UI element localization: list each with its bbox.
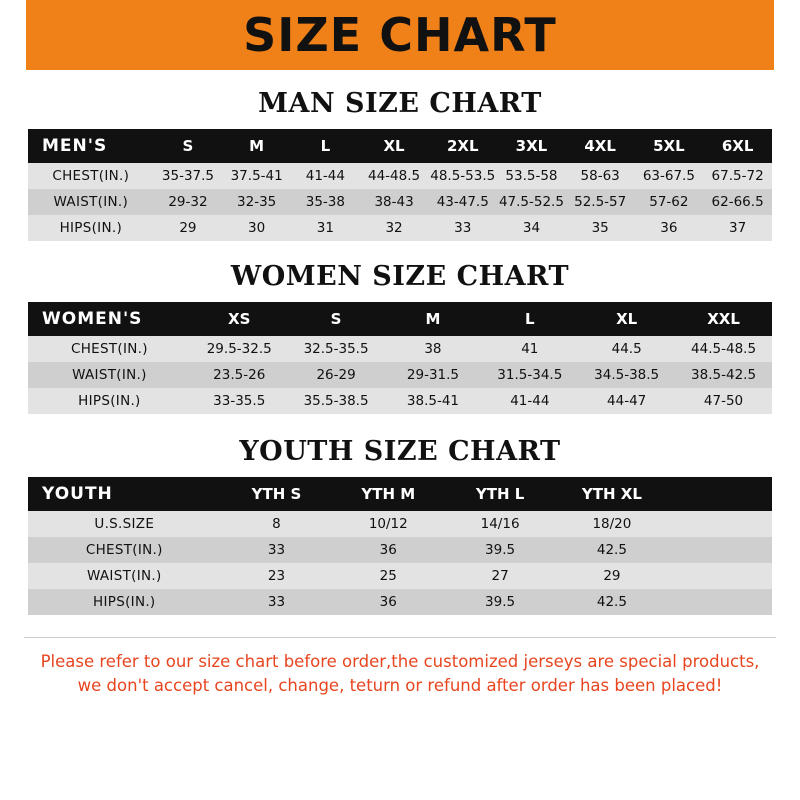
table-row bbox=[28, 215, 772, 241]
man-row-label: HIPS(IN.) bbox=[59, 220, 123, 236]
man-cell: 43-47.5 bbox=[436, 194, 489, 210]
table-row bbox=[28, 362, 772, 388]
man-cell: 63-67.5 bbox=[642, 168, 695, 184]
youth-cell: 18/20 bbox=[592, 516, 632, 532]
women-cell: 44-47 bbox=[607, 393, 647, 409]
man-cell: 58-63 bbox=[580, 168, 620, 184]
table-row bbox=[28, 589, 772, 615]
man-table-body bbox=[28, 163, 772, 241]
women-cell: 31.5-34.5 bbox=[497, 367, 563, 383]
table-row bbox=[28, 511, 772, 537]
women-cell: 38.5-41 bbox=[406, 393, 459, 409]
man-row-label: CHEST(IN.) bbox=[52, 168, 130, 184]
man-cell: 37.5-41 bbox=[230, 168, 283, 184]
table-row bbox=[28, 163, 772, 189]
youth-cell-spacer bbox=[668, 589, 772, 615]
man-cell: 33 bbox=[454, 220, 472, 236]
women-cell: 34.5-38.5 bbox=[594, 367, 660, 383]
youth-cell: 42.5 bbox=[596, 542, 627, 558]
women-cell: 47-50 bbox=[703, 393, 744, 409]
youth-row-label: U.S.SIZE bbox=[94, 516, 155, 532]
man-cell: 32-35 bbox=[237, 194, 277, 210]
man-cell: 36 bbox=[660, 220, 678, 236]
table-row bbox=[28, 388, 772, 414]
women-col-header: XS bbox=[228, 310, 251, 328]
youth-cell-spacer bbox=[668, 563, 772, 589]
youth-cell: 36 bbox=[379, 542, 397, 558]
youth-row-label: HIPS(IN.) bbox=[93, 594, 156, 610]
youth-cell-spacer bbox=[668, 537, 772, 563]
youth-col-header: YTH M bbox=[361, 485, 416, 503]
youth-header-row bbox=[28, 477, 772, 511]
page-title: SIZE CHART bbox=[243, 8, 557, 62]
man-cell: 48.5-53.5 bbox=[430, 168, 496, 184]
youth-col-header: YTH L bbox=[475, 485, 525, 503]
women-row-label: CHEST(IN.) bbox=[70, 341, 148, 357]
women-header-row bbox=[28, 302, 772, 336]
man-table-head bbox=[28, 129, 772, 163]
man-cell: 67.5-72 bbox=[711, 168, 764, 184]
header-band bbox=[0, 0, 800, 70]
man-cell: 57-62 bbox=[649, 194, 689, 210]
youth-cell: 42.5 bbox=[596, 594, 627, 610]
man-col-header: M bbox=[249, 137, 265, 155]
man-cell: 44-48.5 bbox=[368, 168, 421, 184]
women-col-header: M bbox=[425, 310, 441, 328]
header-band-right-margin bbox=[774, 0, 800, 70]
youth-cell: 23 bbox=[267, 568, 286, 584]
man-col-header: 5XL bbox=[653, 137, 685, 155]
women-size-table bbox=[28, 302, 772, 414]
man-cell: 35 bbox=[591, 220, 609, 236]
women-cell: 41-44 bbox=[510, 393, 550, 409]
man-cell: 35-37.5 bbox=[161, 168, 214, 184]
women-cell: 32.5-35.5 bbox=[303, 341, 369, 357]
youth-cell-spacer bbox=[668, 511, 772, 537]
youth-cell: 10/12 bbox=[368, 516, 408, 532]
man-cell: 31 bbox=[316, 220, 334, 236]
man-col-header: 3XL bbox=[515, 137, 548, 155]
women-col-header: XL bbox=[616, 310, 638, 328]
women-col-header: S bbox=[330, 310, 342, 328]
youth-table-body bbox=[28, 511, 772, 615]
youth-cell: 33 bbox=[267, 542, 286, 558]
youth-table-head bbox=[28, 477, 772, 511]
footer-note-line-1: Please refer to our size chart before order,the customized jerseys are special products, bbox=[40, 652, 760, 671]
footer-note-line-2: we don't accept cancel, change, teturn or refund after order has been placed! bbox=[77, 675, 723, 695]
footer-note bbox=[24, 637, 776, 698]
women-table-body bbox=[28, 336, 772, 414]
man-section-title: MAN SIZE CHART bbox=[258, 88, 542, 119]
women-cell: 33-35.5 bbox=[213, 393, 266, 409]
man-cell: 52.5-57 bbox=[574, 194, 627, 210]
youth-row-label: CHEST(IN.) bbox=[85, 542, 163, 558]
man-cell: 32 bbox=[385, 220, 403, 236]
man-cell: 34 bbox=[522, 220, 541, 236]
youth-size-table bbox=[28, 477, 772, 615]
women-section-title: WOMEN SIZE CHART bbox=[230, 261, 570, 292]
man-col-header: S bbox=[182, 137, 194, 155]
youth-cell: 29 bbox=[603, 568, 621, 584]
man-col-header: 6XL bbox=[721, 137, 754, 155]
man-size-table bbox=[28, 129, 772, 241]
women-row-label: WAIST(IN.) bbox=[72, 367, 147, 383]
women-cell: 38 bbox=[424, 341, 442, 357]
man-cell: 62-66.5 bbox=[711, 194, 764, 210]
man-header-row bbox=[28, 129, 772, 163]
youth-col-header: YTH S bbox=[251, 485, 302, 503]
header-band-left-margin bbox=[0, 0, 26, 70]
women-size-table-wrap bbox=[28, 302, 772, 414]
man-cell: 53.5-58 bbox=[505, 168, 558, 184]
man-cell: 30 bbox=[248, 220, 266, 236]
women-cell: 35.5-38.5 bbox=[303, 393, 369, 409]
man-corner-label: MEN'S bbox=[42, 136, 108, 156]
women-cell: 41 bbox=[521, 341, 539, 357]
man-col-header: 2XL bbox=[446, 137, 479, 155]
man-row-label: WAIST(IN.) bbox=[53, 194, 129, 210]
man-col-header: XL bbox=[383, 137, 405, 155]
man-cell: 37 bbox=[729, 220, 747, 236]
women-corner-label: WOMEN'S bbox=[42, 309, 143, 329]
women-col-header: XXL bbox=[707, 310, 740, 328]
table-row bbox=[28, 336, 772, 362]
man-cell: 35-38 bbox=[305, 194, 345, 210]
youth-cell: 25 bbox=[379, 568, 397, 584]
women-cell: 23.5-26 bbox=[213, 367, 266, 383]
women-col-header: L bbox=[525, 310, 535, 328]
man-cell: 29 bbox=[179, 220, 197, 236]
youth-corner-label: YOUTH bbox=[42, 484, 113, 504]
youth-cell: 27 bbox=[491, 568, 509, 584]
women-cell: 29.5-32.5 bbox=[206, 341, 272, 357]
table-row bbox=[28, 563, 772, 589]
man-col-header: L bbox=[320, 137, 331, 155]
youth-col-header: YTH XL bbox=[581, 485, 642, 503]
women-row-label: HIPS(IN.) bbox=[78, 393, 141, 409]
man-cell: 29-32 bbox=[168, 194, 208, 210]
women-cell: 29-31.5 bbox=[406, 367, 459, 383]
youth-row-label: WAIST(IN.) bbox=[86, 568, 162, 584]
man-cell: 41-44 bbox=[305, 168, 345, 184]
table-row bbox=[28, 189, 772, 215]
youth-cell: 39.5 bbox=[485, 594, 516, 610]
youth-cell: 39.5 bbox=[485, 542, 516, 558]
women-cell: 44.5-48.5 bbox=[691, 341, 757, 357]
youth-cell: 8 bbox=[272, 516, 281, 532]
youth-col-spacer bbox=[668, 477, 772, 511]
women-table-head bbox=[28, 302, 772, 336]
women-cell: 26-29 bbox=[316, 367, 356, 383]
youth-size-table-wrap bbox=[28, 477, 772, 615]
man-size-table-wrap bbox=[28, 129, 772, 241]
youth-section-title: YOUTH SIZE CHART bbox=[239, 436, 561, 467]
youth-cell: 14/16 bbox=[480, 516, 520, 532]
youth-cell: 36 bbox=[379, 594, 397, 610]
table-row bbox=[28, 537, 772, 563]
man-cell: 47.5-52.5 bbox=[498, 194, 564, 210]
youth-cell: 33 bbox=[267, 594, 286, 610]
man-col-header: 4XL bbox=[584, 137, 616, 155]
man-cell: 38-43 bbox=[374, 194, 414, 210]
women-cell: 44.5 bbox=[611, 341, 642, 357]
women-cell: 38.5-42.5 bbox=[691, 367, 757, 383]
